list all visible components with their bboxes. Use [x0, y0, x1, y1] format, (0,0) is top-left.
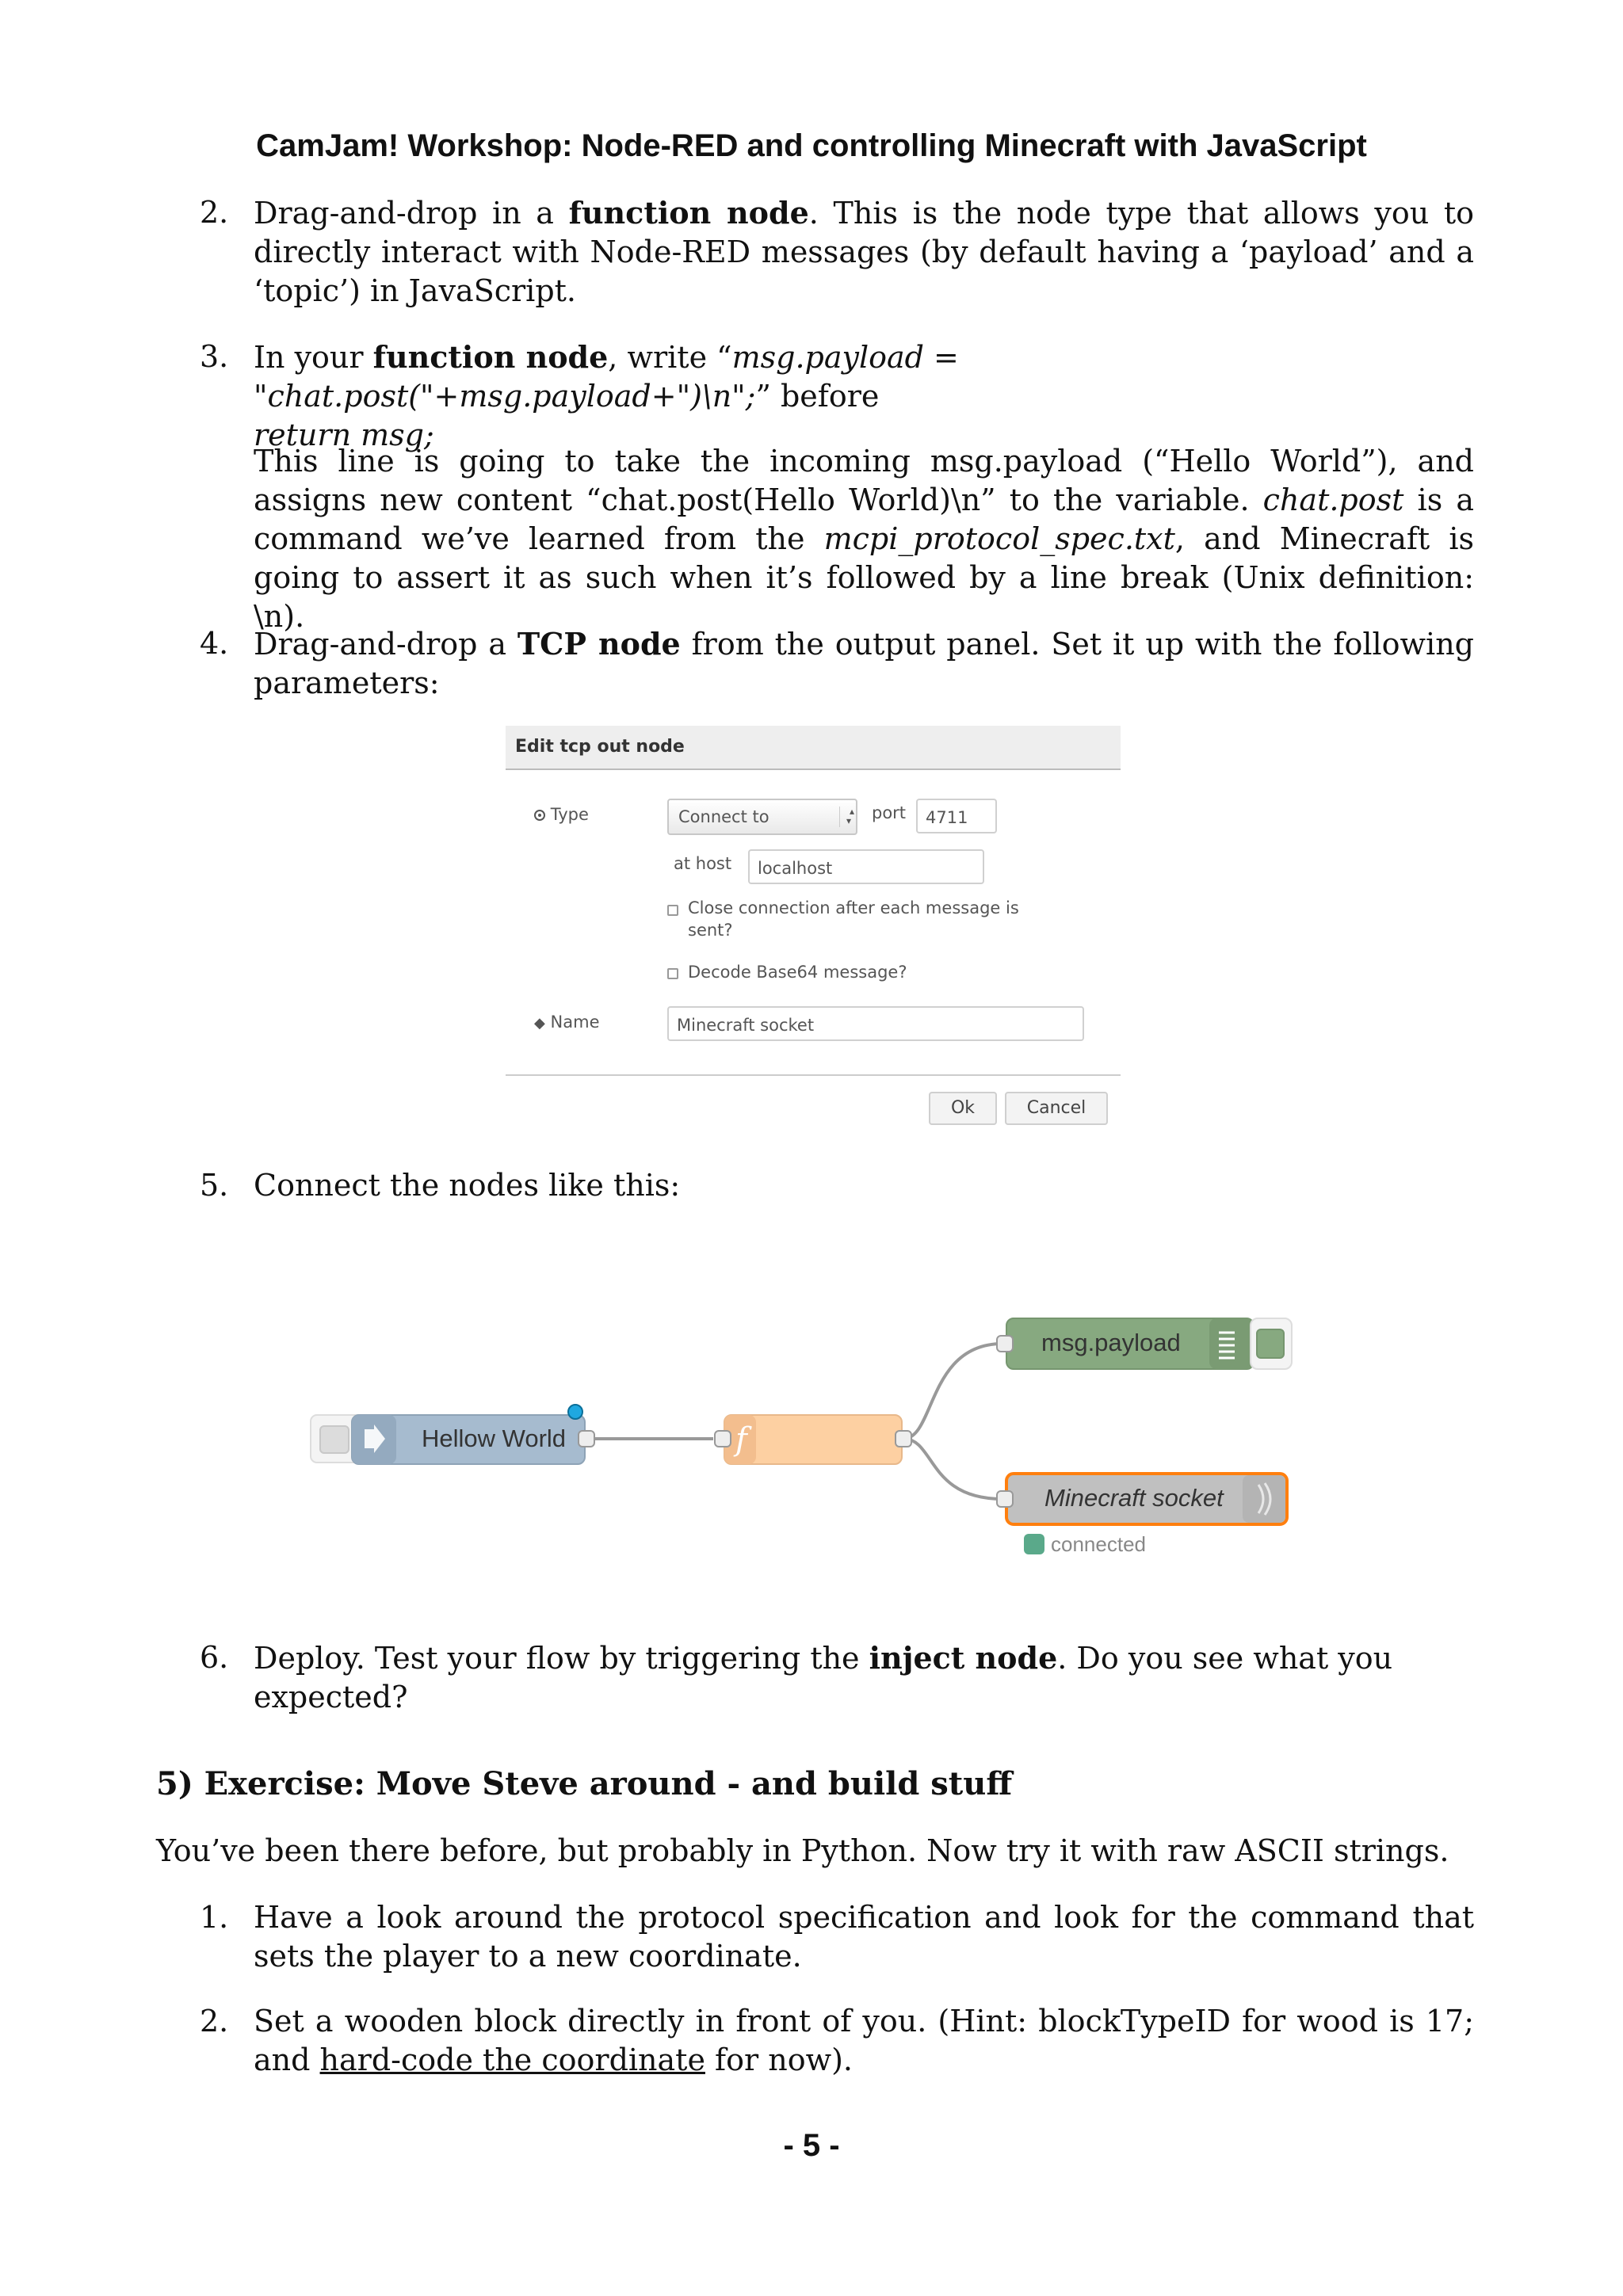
type-select[interactable]: Connect to ▴ ▾ — [667, 799, 857, 835]
tag-icon: ◆ — [534, 1015, 545, 1032]
port-label: port — [872, 803, 907, 822]
output-port[interactable] — [896, 1431, 911, 1447]
ok-button[interactable]: Ok — [929, 1092, 997, 1125]
input-port[interactable] — [715, 1431, 731, 1447]
name-input[interactable]: Minecraft socket — [667, 1006, 1084, 1041]
input-port[interactable] — [997, 1491, 1013, 1507]
target-icon — [534, 810, 545, 821]
list-number: 3. — [200, 339, 229, 374]
list-number: 5. — [200, 1168, 229, 1203]
list-text: Have a look around the protocol specification and look for the command that sets the player to a new coordinate. — [254, 1900, 1474, 1974]
cancel-button[interactable]: Cancel — [1005, 1092, 1108, 1125]
list-number: 6. — [200, 1640, 229, 1675]
host-label: at host — [674, 854, 732, 873]
status-dot-icon — [1024, 1534, 1044, 1554]
list-number: 2. — [200, 195, 229, 230]
step3-explanation: This line is going to take the incoming msg.payload (“Hello World”), and assigns new content “chat.post(Hello World)\n” to the variable. chat.post is a command we’ve learned from the mcpi_protocol_spec.txt, and Minecraft is going to assert it as such when it’s followed by a line break (Unix definition: \n). — [254, 444, 1475, 634]
tcp-node-label: Minecraft socket — [1044, 1484, 1224, 1512]
list-number: 2. — [200, 2004, 229, 2039]
close-connection-label: Close connection after each message is sent? — [688, 898, 1019, 940]
list-text: Connect the nodes like this: — [254, 1168, 681, 1203]
list-number: 4. — [200, 626, 229, 661]
input-port[interactable] — [997, 1336, 1013, 1352]
section-heading: 5) Exercise: Move Steve around - and build stuff — [156, 1765, 1013, 1802]
node-red-flow — [301, 1299, 1300, 1561]
type-label: Type — [534, 805, 589, 824]
inject-button[interactable] — [320, 1426, 349, 1453]
inject-node-label: Hellow World — [422, 1425, 567, 1452]
list-text: Drag-and-drop a TCP node from the output panel. Set it up with the following parameters: — [254, 626, 1475, 700]
section-intro: You’ve been there before, but probably in Python. Now try it with raw ASCII strings. — [156, 1833, 1449, 1868]
list-text: Drag-and-drop in a function node. This is the node type that allows you to directly interact with Node-RED messages (by default having a ‘payload’ and a ‘topic’) in JavaScript. — [254, 195, 1475, 308]
function-node[interactable] — [715, 1415, 911, 1464]
host-input[interactable]: localhost — [748, 849, 984, 884]
debug-node-label: msg.payload — [1041, 1329, 1181, 1356]
output-port[interactable] — [579, 1431, 594, 1447]
dialog-title: Edit tcp out node — [506, 726, 1121, 770]
port-input[interactable]: 4711 — [916, 799, 997, 833]
name-label: ◆ Name — [534, 1013, 600, 1032]
page-number: - 5 - — [783, 2128, 840, 2163]
list-text: Deploy. Test your flow by triggering the inject node. Do you see what you expected? — [254, 1640, 1393, 1714]
edit-tcp-out-dialog — [506, 726, 1121, 1130]
dialog-divider — [506, 1074, 1121, 1076]
decode-base64-checkbox[interactable] — [667, 968, 678, 979]
list-text: In your function node, write “msg.payload = "chat.post("+msg.payload+")\n";” before return msg; — [254, 339, 959, 452]
select-arrows-icon: ▴ ▾ — [839, 807, 851, 827]
debug-toggle-button[interactable] — [1257, 1329, 1284, 1358]
tcp-status-text: connected — [1051, 1532, 1146, 1556]
changed-indicator-icon — [568, 1405, 582, 1419]
list-number: 1. — [200, 1900, 229, 1935]
page-header: CamJam! Workshop: Node-RED and controlling Minecraft with JavaScript — [256, 128, 1367, 163]
decode-base64-label: Decode Base64 message? — [688, 963, 907, 982]
list-text: Set a wooden block directly in front of you. (Hint: blockTypeID for wood is 17; and hard-code the coordinate for now). — [254, 2004, 1474, 2077]
function-icon: f — [735, 1421, 747, 1458]
close-connection-checkbox[interactable] — [667, 905, 678, 916]
